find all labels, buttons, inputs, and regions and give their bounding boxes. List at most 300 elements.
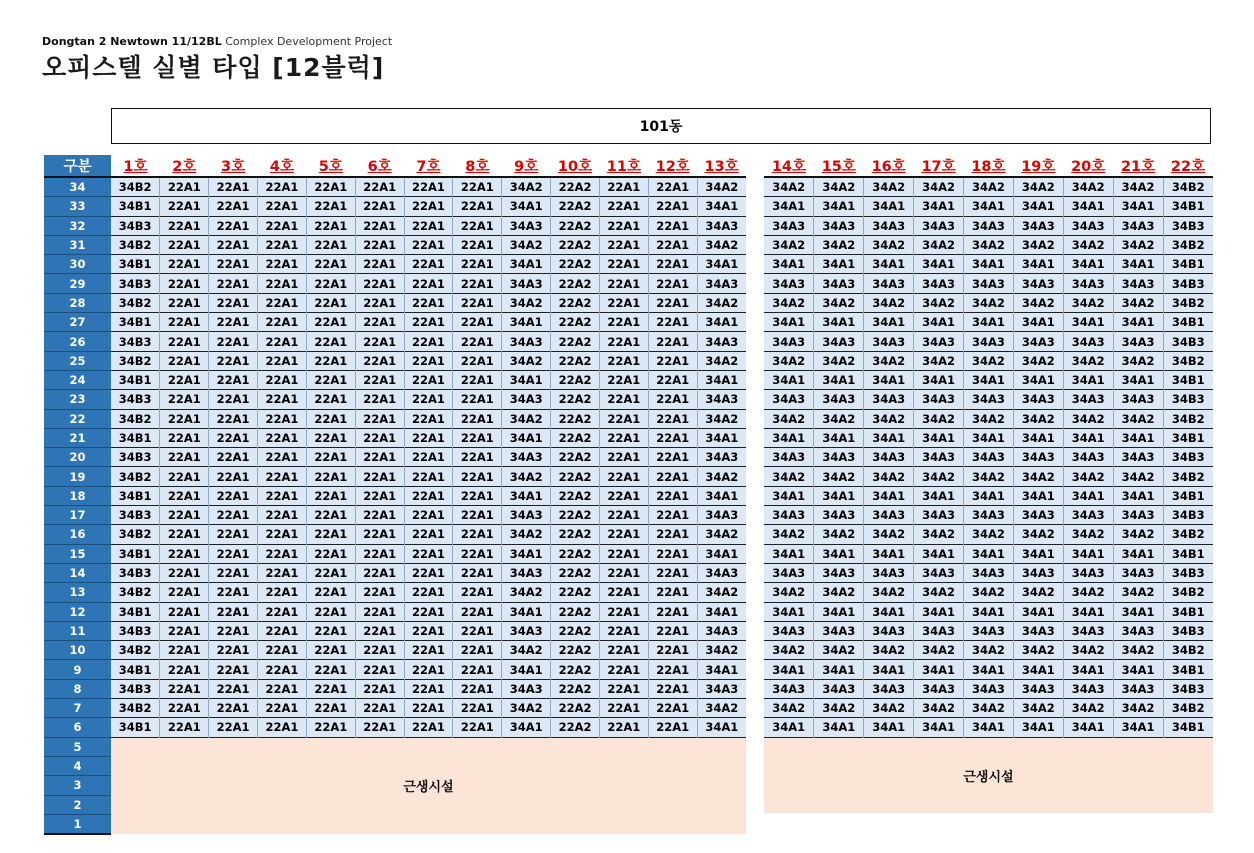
unit-type-cell: 22A1 xyxy=(306,235,355,254)
unit-type-cell: 34A1 xyxy=(814,313,864,332)
unit-type-cell: 22A1 xyxy=(404,699,453,718)
page-title: 오피스텔 실별 타입 [12블럭] xyxy=(42,53,385,82)
floor-number: 6 xyxy=(44,718,111,737)
unit-type-cell: 34A2 xyxy=(1063,583,1113,602)
unit-type-cell: 22A1 xyxy=(453,641,502,660)
floor-number: 27 xyxy=(44,313,111,332)
unit-type-cell: 22A1 xyxy=(258,177,307,197)
unit-type-cell: 22A1 xyxy=(648,621,697,640)
floor-row xyxy=(764,621,1213,640)
unit-type-cell: 34A3 xyxy=(502,506,551,525)
unit-type-cell: 22A2 xyxy=(551,544,600,563)
unit-type-cell: 34A1 xyxy=(1063,197,1113,216)
unit-type-cell: 34A2 xyxy=(914,641,964,660)
unit-type-cell: 34A2 xyxy=(964,641,1014,660)
left-unit-table xyxy=(44,155,746,835)
unit-type-cell: 34A1 xyxy=(964,602,1014,621)
unit-type-cell: 34A1 xyxy=(1013,544,1063,563)
unit-type-cell: 22A1 xyxy=(160,293,209,312)
floor-number: 28 xyxy=(44,293,111,312)
unit-type-cell: 34A3 xyxy=(864,679,914,698)
unit-type-cell: 34A3 xyxy=(1013,506,1063,525)
unit-type-cell: 22A1 xyxy=(648,332,697,351)
unit-type-cell: 34A3 xyxy=(1013,563,1063,582)
unit-type-cell: 22A1 xyxy=(404,544,453,563)
unit-type-cell: 34A1 xyxy=(697,602,746,621)
unit-type-cell: 22A2 xyxy=(551,216,600,235)
floor-row xyxy=(44,679,746,698)
unit-type-cell: 34B3 xyxy=(111,332,160,351)
unit-type-cell: 22A1 xyxy=(355,197,404,216)
unit-type-cell: 34B1 xyxy=(1163,660,1213,679)
unit-type-cell: 34A2 xyxy=(964,467,1014,486)
unit-type-cell: 22A1 xyxy=(160,197,209,216)
unit-type-cell: 34A3 xyxy=(764,390,814,409)
unit-type-cell: 34A2 xyxy=(1113,293,1163,312)
floor-number: 31 xyxy=(44,235,111,254)
unit-type-cell: 34A3 xyxy=(1113,679,1163,698)
unit-type-cell: 34B3 xyxy=(111,506,160,525)
unit-type-cell: 34A1 xyxy=(1013,718,1063,737)
floor-row xyxy=(764,602,1213,621)
unit-type-cell: 34A3 xyxy=(864,390,914,409)
unit-type-cell: 34B2 xyxy=(1163,467,1213,486)
unit-type-cell: 34B2 xyxy=(1163,525,1213,544)
unit-type-cell: 22A1 xyxy=(648,293,697,312)
unit-type-cell: 22A1 xyxy=(258,390,307,409)
unit-column-header: 18호 xyxy=(964,155,1014,177)
unit-type-cell: 34B1 xyxy=(1163,255,1213,274)
unit-type-cell: 22A1 xyxy=(648,197,697,216)
unit-type-cell: 34A3 xyxy=(697,563,746,582)
floor-row xyxy=(44,293,746,312)
floor-number: 30 xyxy=(44,255,111,274)
unit-type-cell: 22A1 xyxy=(355,313,404,332)
floor-row xyxy=(44,409,746,428)
unit-type-cell: 34A2 xyxy=(864,293,914,312)
unit-type-cell: 22A1 xyxy=(453,235,502,254)
unit-type-cell: 34A2 xyxy=(1013,351,1063,370)
unit-type-cell: 22A1 xyxy=(209,679,258,698)
unit-type-cell: 22A1 xyxy=(599,467,648,486)
floor-row xyxy=(764,235,1213,254)
unit-type-cell: 22A1 xyxy=(648,448,697,467)
unit-type-cell: 22A1 xyxy=(355,583,404,602)
unit-type-cell: 34A3 xyxy=(697,679,746,698)
unit-type-cell: 34A2 xyxy=(764,467,814,486)
unit-type-cell: 22A1 xyxy=(648,583,697,602)
unit-type-cell: 22A1 xyxy=(160,235,209,254)
unit-type-cell: 34A2 xyxy=(814,293,864,312)
floor-number: 5 xyxy=(44,737,111,756)
unit-type-cell: 34A3 xyxy=(814,332,864,351)
unit-type-cell: 22A1 xyxy=(209,641,258,660)
unit-type-cell: 34A2 xyxy=(814,467,864,486)
unit-column-header: 13호 xyxy=(697,155,746,177)
unit-type-cell: 34A2 xyxy=(764,235,814,254)
unit-type-cell: 34A2 xyxy=(1063,235,1113,254)
unit-type-cell: 22A1 xyxy=(306,313,355,332)
unit-type-cell: 22A1 xyxy=(209,370,258,389)
unit-type-cell: 34A2 xyxy=(764,409,814,428)
unit-type-cell: 22A2 xyxy=(551,177,600,197)
unit-type-cell: 22A1 xyxy=(258,602,307,621)
unit-type-cell: 34A3 xyxy=(914,332,964,351)
unit-type-cell: 22A1 xyxy=(209,660,258,679)
unit-column-header: 9호 xyxy=(502,155,551,177)
unit-type-cell: 34A3 xyxy=(502,332,551,351)
unit-type-cell: 34A2 xyxy=(1113,177,1163,197)
unit-type-cell: 34A2 xyxy=(964,583,1014,602)
unit-column-header: 4호 xyxy=(258,155,307,177)
unit-type-cell: 34A3 xyxy=(964,506,1014,525)
unit-type-cell: 22A1 xyxy=(599,641,648,660)
unit-column-header: 7호 xyxy=(404,155,453,177)
floor-row xyxy=(44,390,746,409)
unit-type-cell: 34A2 xyxy=(502,467,551,486)
unit-type-cell: 22A1 xyxy=(599,313,648,332)
unit-type-cell: 34A2 xyxy=(697,641,746,660)
unit-type-cell: 22A1 xyxy=(160,448,209,467)
floor-number: 14 xyxy=(44,563,111,582)
floor-row xyxy=(44,216,746,235)
unit-type-cell: 22A1 xyxy=(648,699,697,718)
unit-type-cell: 34A1 xyxy=(697,718,746,737)
floor-number: 19 xyxy=(44,467,111,486)
unit-type-cell: 34A2 xyxy=(1113,525,1163,544)
unit-type-cell: 34A1 xyxy=(764,428,814,447)
unit-type-cell: 34A2 xyxy=(964,177,1014,197)
unit-type-cell: 34A1 xyxy=(964,370,1014,389)
unit-type-cell: 34A3 xyxy=(697,506,746,525)
unit-type-cell: 34A2 xyxy=(764,177,814,197)
unit-type-cell: 22A1 xyxy=(258,332,307,351)
unit-column-header: 19호 xyxy=(1013,155,1063,177)
unit-type-cell: 22A1 xyxy=(648,235,697,254)
unit-type-cell: 22A1 xyxy=(355,448,404,467)
unit-type-cell: 22A1 xyxy=(599,448,648,467)
floor-row xyxy=(44,313,746,332)
unit-type-cell: 22A1 xyxy=(306,621,355,640)
unit-type-cell: 34B2 xyxy=(111,351,160,370)
unit-type-cell: 34A3 xyxy=(964,563,1014,582)
floor-number: 3 xyxy=(44,776,111,795)
unit-type-cell: 22A1 xyxy=(306,660,355,679)
unit-type-cell: 34B2 xyxy=(1163,351,1213,370)
unit-type-cell: 22A1 xyxy=(209,718,258,737)
unit-type-cell: 22A1 xyxy=(599,506,648,525)
unit-type-cell: 34A1 xyxy=(1063,486,1113,505)
unit-type-cell: 34A2 xyxy=(814,525,864,544)
unit-type-cell: 22A2 xyxy=(551,660,600,679)
unit-type-cell: 22A1 xyxy=(648,409,697,428)
unit-type-cell: 22A1 xyxy=(355,679,404,698)
unit-type-cell: 34A3 xyxy=(1063,216,1113,235)
unit-type-cell: 34A3 xyxy=(1063,563,1113,582)
unit-type-cell: 22A1 xyxy=(599,235,648,254)
unit-type-cell: 34A2 xyxy=(1113,235,1163,254)
unit-type-cell: 22A1 xyxy=(453,197,502,216)
unit-type-cell: 34A3 xyxy=(914,216,964,235)
unit-type-cell: 34A2 xyxy=(1013,525,1063,544)
unit-type-cell: 34A3 xyxy=(814,274,864,293)
unit-type-cell: 34A1 xyxy=(1063,255,1113,274)
unit-type-cell: 34A3 xyxy=(1113,332,1163,351)
unit-type-cell: 22A1 xyxy=(306,197,355,216)
unit-type-cell: 22A2 xyxy=(551,718,600,737)
unit-type-cell: 34A2 xyxy=(1013,409,1063,428)
unit-type-cell: 34A1 xyxy=(1113,255,1163,274)
unit-type-cell: 34A1 xyxy=(1113,428,1163,447)
unit-type-cell: 34A1 xyxy=(1113,486,1163,505)
unit-type-cell: 34A3 xyxy=(502,448,551,467)
unit-type-cell: 34B2 xyxy=(1163,409,1213,428)
floor-row xyxy=(44,583,746,602)
floor-row xyxy=(44,332,746,351)
unit-type-cell: 22A2 xyxy=(551,274,600,293)
unit-type-cell: 22A1 xyxy=(306,409,355,428)
unit-type-cell: 34A1 xyxy=(1063,718,1113,737)
unit-type-cell: 22A1 xyxy=(404,390,453,409)
unit-type-cell: 34A2 xyxy=(964,351,1014,370)
unit-type-cell: 22A1 xyxy=(599,216,648,235)
unit-type-cell: 22A2 xyxy=(551,313,600,332)
unit-type-cell: 22A1 xyxy=(306,428,355,447)
unit-type-cell: 22A1 xyxy=(306,525,355,544)
floor-row xyxy=(764,293,1213,312)
unit-type-cell: 22A1 xyxy=(599,583,648,602)
unit-type-cell: 34A2 xyxy=(502,641,551,660)
unit-type-cell: 34A2 xyxy=(964,699,1014,718)
unit-type-cell: 34B1 xyxy=(1163,544,1213,563)
unit-type-cell: 22A1 xyxy=(306,679,355,698)
unit-type-cell: 34A3 xyxy=(914,390,964,409)
unit-column-header: 11호 xyxy=(599,155,648,177)
unit-type-cell: 22A1 xyxy=(453,602,502,621)
unit-type-cell: 34A3 xyxy=(697,274,746,293)
unit-type-cell: 22A1 xyxy=(599,544,648,563)
unit-type-cell: 34A2 xyxy=(864,641,914,660)
unit-type-cell: 34A3 xyxy=(814,448,864,467)
floor-number: 26 xyxy=(44,332,111,351)
floor-number: 22 xyxy=(44,409,111,428)
unit-type-cell: 22A1 xyxy=(404,660,453,679)
retail-floor-row xyxy=(44,737,746,756)
unit-type-cell: 22A1 xyxy=(258,660,307,679)
unit-type-cell: 34A2 xyxy=(1113,409,1163,428)
floor-number: 2 xyxy=(44,795,111,814)
unit-type-cell: 34A1 xyxy=(502,255,551,274)
unit-type-cell: 22A1 xyxy=(306,351,355,370)
unit-type-cell: 22A1 xyxy=(355,351,404,370)
unit-type-cell: 22A1 xyxy=(160,699,209,718)
unit-type-cell: 34A3 xyxy=(964,621,1014,640)
unit-type-cell: 34B2 xyxy=(111,177,160,197)
unit-type-cell: 34A1 xyxy=(914,370,964,389)
floor-row xyxy=(44,699,746,718)
unit-type-cell: 22A1 xyxy=(404,409,453,428)
unit-type-cell: 22A1 xyxy=(160,390,209,409)
unit-type-cell: 22A1 xyxy=(404,583,453,602)
unit-type-cell: 22A1 xyxy=(355,486,404,505)
unit-type-cell: 34A2 xyxy=(502,583,551,602)
unit-type-cell: 22A1 xyxy=(209,390,258,409)
unit-type-cell: 34A3 xyxy=(814,621,864,640)
unit-type-cell: 22A1 xyxy=(258,467,307,486)
unit-type-cell: 22A1 xyxy=(404,467,453,486)
unit-type-cell: 34A2 xyxy=(502,525,551,544)
floor-number: 4 xyxy=(44,756,111,775)
unit-type-cell: 22A2 xyxy=(551,621,600,640)
unit-type-cell: 34A2 xyxy=(1013,699,1063,718)
unit-type-cell: 22A1 xyxy=(404,563,453,582)
floor-number: 9 xyxy=(44,660,111,679)
unit-type-cell: 34A3 xyxy=(697,216,746,235)
unit-type-cell: 34A3 xyxy=(864,332,914,351)
unit-type-cell: 34A1 xyxy=(1013,255,1063,274)
unit-type-cell: 34A2 xyxy=(764,525,814,544)
unit-type-cell: 34A1 xyxy=(864,255,914,274)
unit-type-cell: 34B2 xyxy=(1163,583,1213,602)
unit-type-cell: 34A1 xyxy=(1113,197,1163,216)
unit-type-cell: 22A1 xyxy=(355,563,404,582)
unit-column-header: 6호 xyxy=(355,155,404,177)
unit-type-cell: 22A1 xyxy=(599,486,648,505)
unit-type-cell: 34A1 xyxy=(914,197,964,216)
floor-number: 16 xyxy=(44,525,111,544)
project-subtitle xyxy=(42,35,392,49)
unit-type-cell: 34A2 xyxy=(764,351,814,370)
unit-type-cell: 22A1 xyxy=(648,467,697,486)
unit-type-cell: 22A1 xyxy=(648,351,697,370)
unit-type-cell: 22A1 xyxy=(404,641,453,660)
unit-type-cell: 22A1 xyxy=(306,699,355,718)
unit-type-cell: 22A1 xyxy=(306,216,355,235)
unit-type-cell: 34A2 xyxy=(914,525,964,544)
unit-column-header: 5호 xyxy=(306,155,355,177)
floor-number: 13 xyxy=(44,583,111,602)
unit-type-cell: 34A2 xyxy=(814,583,864,602)
unit-type-cell: 22A1 xyxy=(599,197,648,216)
unit-type-cell: 22A2 xyxy=(551,583,600,602)
unit-type-cell: 34A1 xyxy=(1113,602,1163,621)
unit-type-cell: 22A1 xyxy=(404,679,453,698)
unit-type-cell: 22A1 xyxy=(209,409,258,428)
unit-type-cell: 22A2 xyxy=(551,525,600,544)
unit-type-cell: 22A1 xyxy=(648,718,697,737)
unit-type-cell: 34A2 xyxy=(814,351,864,370)
unit-type-cell: 22A2 xyxy=(551,235,600,254)
unit-type-cell: 34B2 xyxy=(111,467,160,486)
project-name-bold: Dongtan 2 Newtown 11/12BL xyxy=(42,35,222,48)
unit-type-cell: 34B3 xyxy=(1163,563,1213,582)
unit-type-cell: 34A2 xyxy=(502,235,551,254)
unit-type-cell: 34A1 xyxy=(1063,602,1113,621)
unit-type-cell: 34A1 xyxy=(864,718,914,737)
floor-number: 12 xyxy=(44,602,111,621)
unit-type-cell: 22A1 xyxy=(160,370,209,389)
floor-row xyxy=(44,255,746,274)
unit-type-cell: 34B1 xyxy=(111,428,160,447)
floor-row xyxy=(44,177,746,197)
unit-type-cell: 34A1 xyxy=(814,486,864,505)
unit-type-cell: 34A1 xyxy=(1113,660,1163,679)
unit-type-cell: 22A1 xyxy=(258,274,307,293)
unit-type-cell: 22A1 xyxy=(160,621,209,640)
unit-type-cell: 34B1 xyxy=(111,602,160,621)
unit-type-cell: 34A2 xyxy=(1063,177,1113,197)
unit-type-cell: 34A2 xyxy=(964,409,1014,428)
unit-type-cell: 22A1 xyxy=(404,525,453,544)
unit-type-cell: 22A1 xyxy=(160,177,209,197)
unit-type-cell: 34B3 xyxy=(1163,621,1213,640)
unit-type-cell: 34A1 xyxy=(1113,370,1163,389)
floor-row xyxy=(764,583,1213,602)
unit-type-cell: 34B3 xyxy=(1163,390,1213,409)
unit-type-cell: 34A3 xyxy=(914,506,964,525)
unit-column-header: 15호 xyxy=(814,155,864,177)
unit-type-cell: 34B1 xyxy=(111,255,160,274)
floor-row xyxy=(764,197,1213,216)
unit-type-cell: 34A1 xyxy=(764,313,814,332)
right-header-row xyxy=(764,155,1213,177)
floor-number: 34 xyxy=(44,177,111,197)
unit-type-cell: 34A2 xyxy=(1063,293,1113,312)
unit-type-cell: 34A3 xyxy=(1013,216,1063,235)
left-header-row xyxy=(44,155,746,177)
unit-type-cell: 22A1 xyxy=(453,390,502,409)
unit-type-cell: 22A1 xyxy=(209,197,258,216)
unit-type-cell: 22A1 xyxy=(599,602,648,621)
floor-row xyxy=(44,544,746,563)
unit-type-cell: 22A1 xyxy=(160,602,209,621)
floor-row xyxy=(764,390,1213,409)
unit-type-cell: 34A1 xyxy=(1063,313,1113,332)
unit-type-cell: 34A3 xyxy=(814,506,864,525)
unit-type-cell: 22A1 xyxy=(160,409,209,428)
unit-type-cell: 34A2 xyxy=(914,293,964,312)
floor-number: 11 xyxy=(44,621,111,640)
unit-type-cell: 34B1 xyxy=(1163,602,1213,621)
unit-type-cell: 22A1 xyxy=(453,293,502,312)
unit-type-cell: 34A3 xyxy=(964,448,1014,467)
unit-type-cell: 34A3 xyxy=(1013,390,1063,409)
floor-row xyxy=(764,563,1213,582)
unit-type-cell: 34A3 xyxy=(764,679,814,698)
unit-type-cell: 22A1 xyxy=(160,583,209,602)
unit-type-cell: 22A1 xyxy=(258,313,307,332)
unit-column-header: 14호 xyxy=(764,155,814,177)
unit-type-cell: 22A1 xyxy=(599,699,648,718)
unit-type-cell: 22A1 xyxy=(160,641,209,660)
unit-type-cell: 22A1 xyxy=(306,718,355,737)
unit-type-cell: 34A3 xyxy=(1113,274,1163,293)
unit-type-cell: 22A1 xyxy=(160,660,209,679)
unit-type-cell: 34A2 xyxy=(814,641,864,660)
unit-type-cell: 22A1 xyxy=(355,467,404,486)
unit-type-cell: 34A1 xyxy=(1063,660,1113,679)
floor-row xyxy=(764,255,1213,274)
floor-number: 20 xyxy=(44,448,111,467)
unit-type-cell: 34A3 xyxy=(1113,390,1163,409)
unit-type-cell: 34A2 xyxy=(502,699,551,718)
unit-type-cell: 34A2 xyxy=(697,177,746,197)
page-header xyxy=(42,35,392,85)
unit-type-cell: 34A3 xyxy=(864,216,914,235)
unit-type-cell: 34A1 xyxy=(814,255,864,274)
unit-type-cell: 34A2 xyxy=(964,525,1014,544)
unit-type-cell: 22A1 xyxy=(648,641,697,660)
